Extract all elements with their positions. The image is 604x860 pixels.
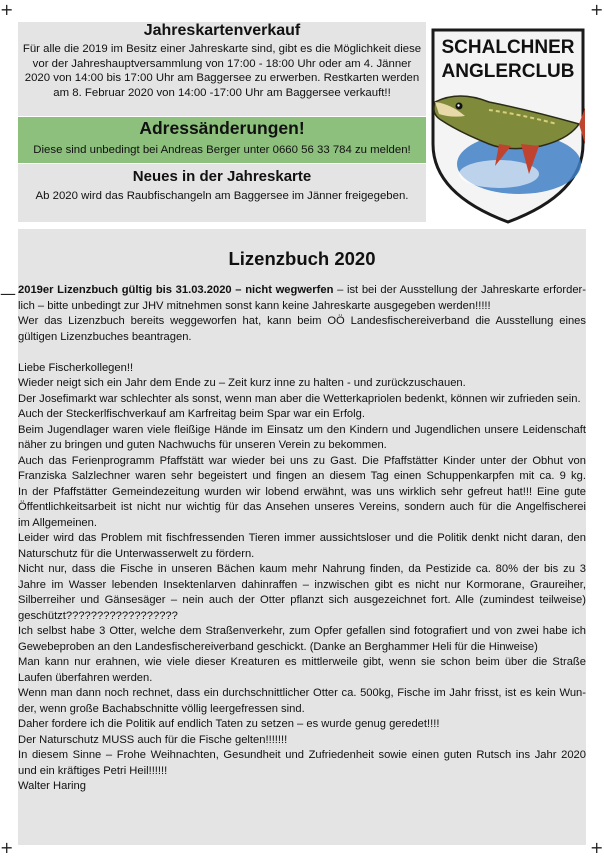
lizenz-blank-line <box>18 345 586 361</box>
lizenz-line: Jahre im Wasser lebenden Insektenlarven dahinraffen – inzwischen gibt es nicht nur Kormorane, Graureiher, <box>18 578 586 591</box>
logo-line2: ANGLERCLUB <box>441 61 575 82</box>
lizenz-line: Nicht nur, dass die Fische in unseren Bächen kaum mehr Nahrung finden, da Pestizide ca. 80% der bis zu 3 <box>18 563 586 575</box>
lizenz-line: 2019er Lizenzbuch gültig bis 31.03.2020 – nicht wegwerfen – ist bei der Ausstellung der Jahreskarte erforder- <box>18 284 586 296</box>
jahreskarten-line: am 8. Februar 2020 von 14:00 -17:00 Uhr am Baggersee verkauft!! <box>53 86 391 99</box>
neues-title: Neues in der Jahreskarte <box>132 168 312 185</box>
lizenz-line: Silberreiher und Gänsesäger – nein auch der Otter pflanzt sich ausgezeichnet fort. Alle (zumindest teilweise) <box>18 594 586 606</box>
lizenz-line: Wer das Lizenzbuch bereits weggeworfen hat, kann beim OÖ Landesfischereiverband die Ausstellung eines <box>18 315 586 327</box>
jahreskarten-section <box>18 22 426 116</box>
lizenz-line: der, wenn große Bachabschnitte völlig leergefressen sind. <box>18 702 305 715</box>
lizenz-line: Daher fordere ich die Politik auf endlich Taten zu setzen – es wurde genug geredet!!!! <box>18 718 440 730</box>
lizenz-line: gültigen Lizenzbuches beantragen. <box>18 330 192 343</box>
neues-section <box>18 164 426 222</box>
lizenz-line: Der Naturschutz MUSS auch für die Fische gelten!!!!!!! <box>18 733 288 746</box>
lizenz-line: Man kann nur erahnen, wie viele dieser Kreaturen es mittlerweile gibt, wenn sie schon beim über die Straße <box>18 656 586 668</box>
lizenz-line: geschützt?????????????????? <box>18 609 178 622</box>
jahreskarten-title: Jahreskartenverkauf <box>143 22 301 39</box>
lizenz-section <box>18 229 586 845</box>
crop-mark-top-left: + <box>0 0 14 19</box>
jahreskarten-line: 2020 von 14:00 bis 17:00 Uhr am Baggersee zu erwerben. Restkarten werden <box>24 72 420 85</box>
lizenz-line: Auch der Steckerlfischverkauf am Karfreitag beim Spar war ein Erfolg. <box>18 408 365 420</box>
jahreskarten-line: vor der Jahreshauptversammlung von 17:00 - 18:00 Uhr oder am 4. Jänner <box>32 57 412 70</box>
lizenz-line: Der Josefimarkt war schlechter als sonst, wenn man aber die Wetterkapriolen bedenkt, können wir zufrieden sein. <box>18 392 581 405</box>
crop-mark-bottom-right: + <box>590 838 604 857</box>
lizenz-signature: Walter Haring <box>18 780 86 792</box>
lizenz-line: In der Pfaffstätter Gemeindezeitung wurden wir lobend erwähnt, was uns wirklich sehr gefreut hat!!! Eine gute <box>18 485 586 498</box>
crop-mark-left: — <box>0 284 16 303</box>
club-logo <box>429 24 587 224</box>
lizenz-line: Naturschutz für die Unterwasserwelt zu fördern. <box>18 547 255 560</box>
lizenz-bold-lead: 2019er Lizenzbuch gültig bis 31.03.2020 – nicht wegwerfen <box>18 284 334 296</box>
lizenz-line: Beim Jugendlager waren viele fleißige Hände im Einsatz um den Kindern und Jugendlichen unsere Leidenschaft <box>18 423 586 436</box>
adress-text: Diese sind unbedingt bei Andreas Berger unter 0660 56 33 784 zu melden! <box>33 144 411 156</box>
jahreskarten-line: Für alle die 2019 im Besitz einer Jahreskarte sind, gibt es die Möglichkeit diese <box>22 43 422 55</box>
lizenz-line: Gewebeproben an den Landesfischereiverband geschickt. (Danke an Berghammer Heli für die Hinweise) <box>18 640 538 653</box>
lizenz-line: Wenn man dann noch rechnet, dass ein durchschnittlicher Otter ca. 500kg, Fische im Jahr frisst, ist es kein Wun- <box>18 687 586 699</box>
lizenz-line: im Allgemeinen. <box>18 516 97 529</box>
lizenz-line: Leider wird das Problem mit fischfressenden Tieren immer aussichtsloser und die Politik denkt nicht daran, den <box>18 532 586 544</box>
lizenz-line: und ein kräftiges Petri Heil!!!!!! <box>18 764 168 777</box>
crop-mark-bottom-left: + <box>0 838 14 857</box>
jahreskarten-text <box>18 42 426 100</box>
lizenz-body <box>18 283 586 795</box>
lizenz-line: Laufen überfahren werden. <box>18 671 153 684</box>
crop-mark-top-right: + <box>590 0 604 19</box>
lizenz-line: Öffentlichkeitsarbeit ist nicht nur wichtig für das Ansehen unseres Vereins, sondern auch für die Angelfischerei <box>18 501 586 513</box>
neues-text: Ab 2020 wird das Raubfischangeln am Baggersee im Jänner freigegeben. <box>35 190 409 202</box>
lizenz-line: In diesem Sinne – Frohe Weihnachten, Gesundheit und Zufriedenheit sowie einen guten Rutsch ins Jahr 2020 <box>18 749 586 761</box>
logo-line1: SCHALCHNER <box>441 37 575 58</box>
lizenz-line: Auch das Ferienprogramm Pfaffstätt war wieder bei uns zu Gast. Die Pfaffstätter Kinder unter der Obhut von <box>18 454 586 467</box>
lizenz-line: Wieder neigt sich ein Jahr dem Ende zu – Zeit kurz inne zu halten - und zurückzuschauen. <box>18 377 466 389</box>
lizenz-line: lich – bitte unbedingt zur JHV mitnehmen sonst kann keine Jahreskarte ausgegeben werden!!!!! <box>18 299 491 312</box>
lizenz-line: Franziska Salzlechner waren sehr begeistert und fingen an diesem Tag einen Schuppenkarpfen mit ca. 9 kg. <box>18 470 586 482</box>
lizenz-line: Ich selbst habe 3 Otter, welche dem Straßenverkehr, zum Opfer gefallen sind fotografiert und von zwei habe ich <box>18 625 586 637</box>
lizenz-line: näher zu bringen und guten Nachwuchs für unseren Verein zu bekommen. <box>18 439 387 451</box>
lizenz-title: Lizenzbuch 2020 <box>228 248 376 269</box>
adress-title: Adressänderungen! <box>139 118 305 138</box>
lizenz-line: Liebe Fischerkollegen!! <box>18 361 134 374</box>
adress-section <box>18 117 426 163</box>
